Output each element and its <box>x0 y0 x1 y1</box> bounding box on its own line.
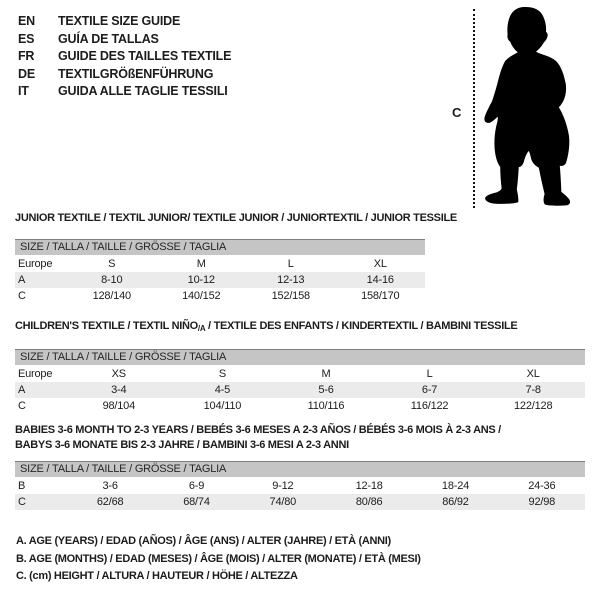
size-table-body <box>15 366 585 414</box>
size-header-bar: SIZE / TALLA / TAILLE / GRÖSSE / TAGLIA <box>15 239 425 255</box>
value-cell: 14-16 <box>366 274 394 286</box>
row-label-cell: A <box>18 274 26 286</box>
table-title <box>15 211 457 226</box>
table-title-segment: JUNIOR TEXTILE / TEXTIL JUNIOR/ TEXTILE JUNIOR / JUNIORTEXTIL / JUNIOR TESSILE <box>15 212 457 224</box>
value-cell: L <box>287 258 294 270</box>
value-cell: M <box>196 258 206 270</box>
value-cell: 140/152 <box>182 290 221 302</box>
table-row <box>15 478 585 494</box>
value-cell: 116/122 <box>410 400 449 412</box>
table-title-line <box>15 211 457 226</box>
footnote-line: B. AGE (MONTHS) / EDAD (MESES) / ÂGE (MOIS) / ALTER (MONATE) / ETÀ (MESI) <box>16 552 421 565</box>
language-title-list <box>18 13 231 101</box>
value-cell: 3-4 <box>111 384 127 396</box>
language-row <box>18 83 231 101</box>
size-header-bar: SIZE / TALLA / TAILLE / GRÖSSE / TAGLIA <box>15 461 585 477</box>
table-row <box>15 256 425 272</box>
value-cell: 7-8 <box>525 384 541 396</box>
value-cell: 10-12 <box>187 274 215 286</box>
value-cell: 12-18 <box>355 480 383 492</box>
footnote-legend <box>16 533 421 586</box>
size-table-body <box>15 478 585 510</box>
footnote-line: A. AGE (YEARS) / EDAD (AÑOS) / ÂGE (ANS) / ALTER (JAHRE) / ETÀ (ANNI) <box>16 535 391 547</box>
table-row <box>15 398 585 414</box>
baby-silhouette-icon <box>480 0 600 215</box>
babies-textile-table-section <box>15 423 585 510</box>
language-row <box>18 31 231 49</box>
value-cell: 152/158 <box>271 290 310 302</box>
language-code: IT <box>18 84 29 98</box>
size-table <box>15 478 585 510</box>
table-row <box>15 288 425 304</box>
table-title-line <box>15 319 585 336</box>
table-title-line <box>15 438 585 453</box>
value-cell: 12-13 <box>277 274 305 286</box>
value-cell: 5-6 <box>318 384 334 396</box>
table-title-line <box>15 423 585 438</box>
value-cell: 74/80 <box>269 496 297 508</box>
language-code: ES <box>18 31 35 46</box>
value-cell: 122/128 <box>514 400 553 412</box>
childrens-textile-table-section <box>15 319 585 414</box>
row-label-cell: A <box>18 384 26 396</box>
value-cell: 92/98 <box>528 496 556 508</box>
value-cell: 6-7 <box>421 384 438 396</box>
value-cell: S <box>108 258 116 270</box>
value-cell: 128/140 <box>92 290 131 302</box>
language-label: GUIDA ALLE TAGLIE TESSILI <box>58 84 228 98</box>
language-label: GUIDE DES TAILLES TEXTILE <box>58 49 232 63</box>
value-cell: 98/104 <box>102 400 136 412</box>
table-title <box>15 423 585 453</box>
baby-silhouette-path <box>484 7 570 206</box>
row-label-cell: C <box>18 496 26 508</box>
table-row <box>15 494 585 510</box>
value-cell: 4-5 <box>214 384 231 396</box>
value-cell: 68/74 <box>183 496 210 508</box>
table-title-segment: / TEXTILE DES ENFANTS / KINDERTEXTIL / BAMBINI TESSILE <box>205 320 518 332</box>
row-label-cell: B <box>18 480 26 492</box>
row-label-cell: Europe <box>18 258 53 270</box>
language-row <box>18 66 231 84</box>
value-cell: 9-12 <box>272 480 294 492</box>
table-title-segment: BABIES 3-6 MONTH TO 2-3 YEARS / BEBÉS 3-6 MESES A 2-3 AÑOS / BÉBÉS 3-6 MOIS À 2-3 ANS / <box>15 424 501 436</box>
height-dotted-line <box>473 9 475 208</box>
value-cell: 18-24 <box>441 480 470 492</box>
row-label-cell: C <box>18 290 26 302</box>
size-table-body <box>15 256 425 304</box>
value-cell: XS <box>111 368 126 380</box>
language-code: FR <box>18 49 35 63</box>
value-cell: 8-10 <box>101 274 123 286</box>
value-cell: 110/116 <box>307 400 345 412</box>
size-table <box>15 366 585 414</box>
value-cell: 3-6 <box>102 480 118 492</box>
value-cell: XL <box>526 368 540 380</box>
value-cell: 80/86 <box>355 496 383 508</box>
row-label-cell: Europe <box>18 368 53 380</box>
value-cell: 104/110 <box>203 400 242 412</box>
size-table <box>15 256 425 304</box>
table-row <box>15 272 425 288</box>
value-cell: 86/92 <box>442 496 469 508</box>
footnote-line: C. (cm) HEIGHT / ALTURA / HAUTEUR / HÖHE / ALTEZZA <box>16 570 298 582</box>
language-label: GUÍA DE TALLAS <box>58 31 159 46</box>
table-title <box>15 319 585 336</box>
value-cell: M <box>321 368 331 380</box>
value-cell: S <box>218 368 226 380</box>
size-header-bar: SIZE / TALLA / TAILLE / GRÖSSE / TAGLIA <box>15 349 585 365</box>
junior-textile-table-section <box>15 211 457 304</box>
height-measure-label: C <box>452 105 462 120</box>
language-code: DE <box>18 66 35 81</box>
table-title-segment: BABYS 3-6 MONATE BIS 2-3 JAHRE / BAMBINI 3-6 MESI A 2-3 ANNI <box>15 439 349 451</box>
language-label: TEXTILE SIZE GUIDE <box>58 14 181 28</box>
language-row <box>18 48 231 66</box>
language-row <box>18 13 231 31</box>
language-code: EN <box>18 14 35 28</box>
row-label-cell: C <box>18 400 26 412</box>
language-label: TEXTILGRÖßENFÜHRUNG <box>58 66 214 81</box>
table-row <box>15 366 585 382</box>
value-cell: 62/68 <box>96 496 124 508</box>
value-cell: 6-9 <box>188 480 205 492</box>
value-cell: 24-36 <box>528 480 556 492</box>
value-cell: L <box>426 368 433 380</box>
table-title-segment: /A <box>197 324 206 333</box>
table-row <box>15 382 585 398</box>
value-cell: 158/170 <box>361 290 400 302</box>
value-cell: XL <box>373 258 387 270</box>
table-title-segment: CHILDREN'S TEXTILE / TEXTIL NIÑO <box>15 320 198 332</box>
